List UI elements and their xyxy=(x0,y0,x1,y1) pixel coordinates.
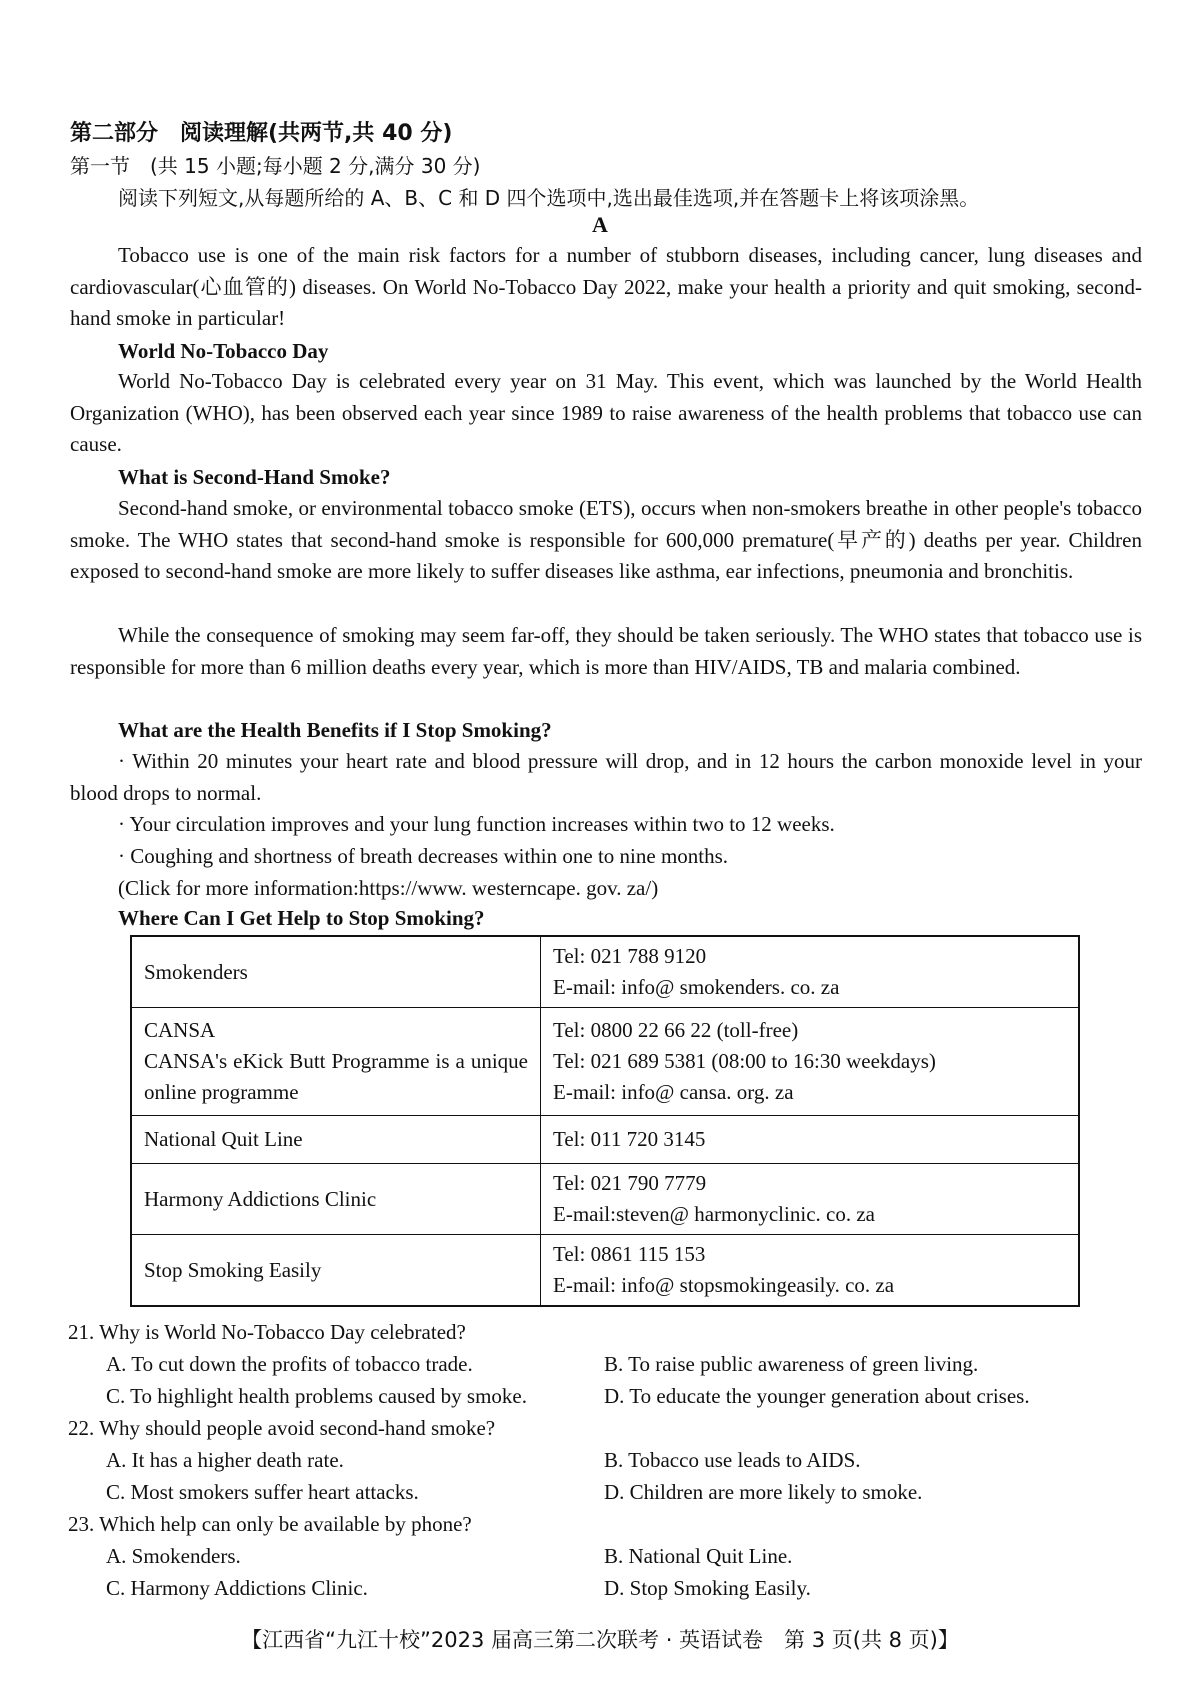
heading-no-tobacco-day: World No-Tobacco Day xyxy=(118,339,329,363)
help-contacts-table xyxy=(130,935,1080,1307)
question-23-option-d: D. Stop Smoking Easily. xyxy=(604,1576,811,1600)
question-22-option-c: C. Most smokers suffer heart attacks. xyxy=(106,1480,419,1504)
table-row xyxy=(131,936,1079,1008)
contact-cell xyxy=(541,936,1080,1008)
intro-paragraph: Tobacco use is one of the main risk factors for a number of stubborn diseases, including cancer, lung diseases and cardiovascular(心血管的) diseases. On World No-Tobacco Day 2022, make your health a priority and quit smoking, second-hand smoke in particular! xyxy=(70,243,1142,330)
heading-get-help: Where Can I Get Help to Stop Smoking? xyxy=(118,906,485,930)
question-21-option-b: B. To raise public awareness of green living. xyxy=(604,1352,979,1376)
question-23-option-c: C. Harmony Addictions Clinic. xyxy=(106,1576,368,1600)
email-line: E-mail: info@ stopsmokingeasily. co. za xyxy=(553,1273,895,1297)
contact-cell xyxy=(541,1008,1080,1116)
tel-line: Tel: 021 689 5381 (08:00 to 16:30 weekdays) xyxy=(553,1049,936,1073)
question-21-option-a: A. To cut down the profits of tobacco trade. xyxy=(106,1352,473,1376)
question-22-option-b: B. Tobacco use leads to AIDS. xyxy=(604,1448,861,1472)
tel-line: Tel: 011 720 3145 xyxy=(541,1116,1080,1164)
table-row xyxy=(131,1008,1079,1116)
question-22-option-a: A. It has a higher death rate. xyxy=(106,1448,344,1472)
heading-health-benefits: What are the Health Benefits if I Stop Smoking? xyxy=(118,718,552,742)
part-heading: 第二部分 阅读理解(共两节,共 40 分) xyxy=(70,121,453,146)
tel-line: Tel: 0800 22 66 22 (toll-free) xyxy=(553,1018,799,1042)
contact-cell xyxy=(541,1235,1080,1307)
question-21-option-c: C. To highlight health problems caused by smoke. xyxy=(106,1384,528,1408)
benefit-item-3: · Coughing and shortness of breath decreases within one to nine months. xyxy=(118,844,729,868)
question-22-stem: 22. Why should people avoid second-hand smoke? xyxy=(68,1416,496,1440)
heading-second-hand-smoke: What is Second-Hand Smoke? xyxy=(118,465,391,489)
tel-line: Tel: 0861 115 153 xyxy=(553,1242,706,1266)
tel-line: Tel: 021 790 7779 xyxy=(553,1171,707,1195)
passage-label: A xyxy=(592,212,608,237)
question-23-option-b: B. National Quit Line. xyxy=(604,1544,793,1568)
tel-line: Tel: 021 788 9120 xyxy=(553,944,707,968)
org-name: Smokenders xyxy=(131,936,541,1008)
org-name: CANSA xyxy=(144,1018,216,1042)
question-23-stem: 23. Which help can only be available by phone? xyxy=(68,1512,472,1536)
paragraph-second-hand-smoke: Second-hand smoke, or environmental tobacco smoke (ETS), occurs when non-smokers breathe in other people's tobacco smoke. The WHO states that second-hand smoke is responsible for 600,000 premature(早产的) deaths per year. Children exposed to second-hand smoke are more likely to suffer diseases like asthma, ear infections, pneumonia and bronchitis. xyxy=(70,496,1142,583)
more-info-link-text: (Click for more information:https://www. westerncape. gov. za/) xyxy=(118,876,659,900)
section-heading: 第一节 (共 15 小题;每小题 2 分,满分 30 分) xyxy=(70,154,481,178)
benefit-item-2: · Your circulation improves and your lung function increases within two to 12 weeks. xyxy=(118,812,835,836)
benefit-item-1: · Within 20 minutes your heart rate and blood pressure will drop, and in 12 hours the carbon monoxide level in your blood drops to normal. xyxy=(70,749,1142,805)
page-footer: 【江西省“九江十校”2023 届高三第二次联考 · 英语试卷 第 3 页(共 8 页)】 xyxy=(241,1628,959,1652)
org-name: Harmony Addictions Clinic xyxy=(131,1164,541,1235)
paragraph-consequences: While the consequence of smoking may seem far-off, they should be taken seriously. The WHO states that tobacco use is responsible for more than 6 million deaths every year, which is more than HIV/AIDS, TB and malaria combined. xyxy=(70,623,1142,679)
org-description: CANSA's eKick Butt Programme is a unique online programme xyxy=(144,1049,528,1104)
contact-cell xyxy=(541,1164,1080,1235)
question-21-stem: 21. Why is World No-Tobacco Day celebrated? xyxy=(68,1320,466,1344)
question-21-option-d: D. To educate the younger generation about crises. xyxy=(604,1384,1030,1408)
org-cell xyxy=(131,1008,541,1116)
instructions: 阅读下列短文,从每题所给的 A、B、C 和 D 四个选项中,选出最佳选项,并在答题卡上将该项涂黑。 xyxy=(118,186,980,210)
table-row xyxy=(131,1235,1079,1307)
email-line: E-mail: info@ cansa. org. za xyxy=(553,1080,794,1104)
org-name: National Quit Line xyxy=(131,1116,541,1164)
org-name: Stop Smoking Easily xyxy=(131,1235,541,1307)
email-line: E-mail: info@ smokenders. co. za xyxy=(553,975,840,999)
table-row xyxy=(131,1116,1079,1164)
question-23-option-a: A. Smokenders. xyxy=(106,1544,241,1568)
paragraph-no-tobacco-day: World No-Tobacco Day is celebrated every year on 31 May. This event, which was launched by the World Health Organization (WHO), has been observed each year since 1989 to raise awareness of the health problems that tobacco use can cause. xyxy=(70,369,1142,456)
question-22-option-d: D. Children are more likely to smoke. xyxy=(604,1480,923,1504)
email-line: E-mail:steven@ harmonyclinic. co. za xyxy=(553,1202,875,1226)
table-row xyxy=(131,1164,1079,1235)
